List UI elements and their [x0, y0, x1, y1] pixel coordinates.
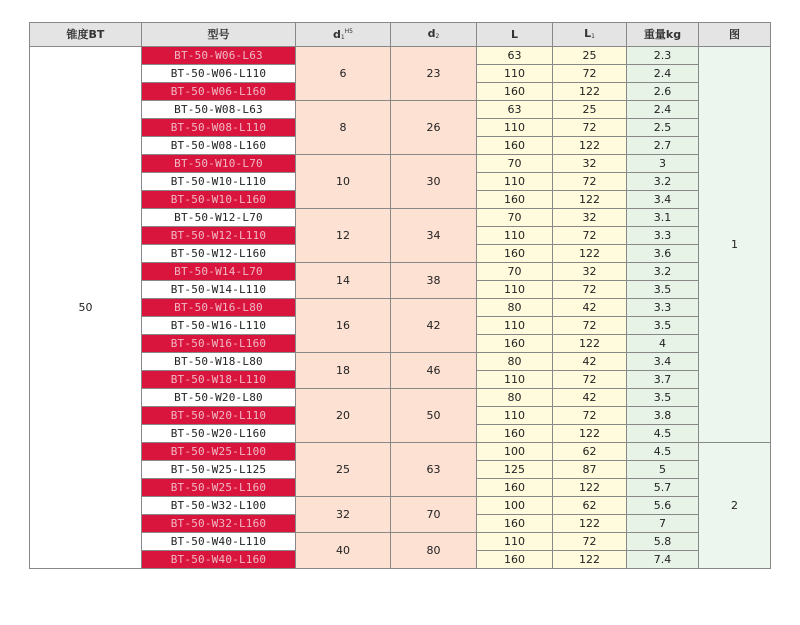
l-cell: 80	[477, 353, 553, 371]
model-cell: BT-50-W25-L160	[142, 479, 296, 497]
l1-cell: 72	[553, 173, 627, 191]
l-cell: 160	[477, 551, 553, 569]
header-taper	[30, 23, 142, 47]
weight-cell: 7.4	[627, 551, 699, 569]
l-cell: 70	[477, 209, 553, 227]
weight-cell: 3.6	[627, 245, 699, 263]
header-model-label: 型号	[207, 28, 230, 41]
l1-cell: 42	[553, 389, 627, 407]
l-cell: 70	[477, 263, 553, 281]
weight-cell: 3.2	[627, 173, 699, 191]
weight-cell: 2.5	[627, 119, 699, 137]
weight-cell: 2.6	[627, 83, 699, 101]
l-cell: 160	[477, 425, 553, 443]
header-weight-label: 重量kg	[643, 28, 682, 41]
l-cell: 80	[477, 299, 553, 317]
model-cell: BT-50-W18-L80	[142, 353, 296, 371]
header-d2	[391, 23, 477, 47]
d1-cell: 32	[296, 497, 391, 533]
l-cell: 110	[477, 281, 553, 299]
model-cell: BT-50-W32-L160	[142, 515, 296, 533]
l1-cell: 122	[553, 83, 627, 101]
weight-cell: 2.4	[627, 101, 699, 119]
l-cell: 110	[477, 227, 553, 245]
spec-table-container	[29, 22, 771, 569]
d2-cell: 63	[391, 443, 477, 497]
weight-cell: 3.4	[627, 353, 699, 371]
d2-cell: 38	[391, 263, 477, 299]
figure-cell: 1	[699, 47, 771, 443]
d2-cell: 42	[391, 299, 477, 353]
weight-cell: 3.3	[627, 299, 699, 317]
l-cell: 160	[477, 479, 553, 497]
d2-cell: 23	[391, 47, 477, 101]
weight-cell: 3.1	[627, 209, 699, 227]
d2-cell: 80	[391, 533, 477, 569]
l-cell: 160	[477, 245, 553, 263]
spec-table-body	[30, 47, 771, 569]
model-cell: BT-50-W12-L160	[142, 245, 296, 263]
l-cell: 160	[477, 83, 553, 101]
l1-cell: 32	[553, 263, 627, 281]
model-cell: BT-50-W06-L63	[142, 47, 296, 65]
l1-cell: 72	[553, 533, 627, 551]
l-cell: 100	[477, 497, 553, 515]
d1-cell: 10	[296, 155, 391, 209]
l1-cell: 122	[553, 479, 627, 497]
header-d1-sub: 1	[340, 34, 345, 41]
l1-cell: 72	[553, 317, 627, 335]
weight-cell: 2.3	[627, 47, 699, 65]
header-l1-sub: 1	[591, 32, 595, 40]
weight-cell: 3	[627, 155, 699, 173]
model-cell: BT-50-W32-L100	[142, 497, 296, 515]
l-cell: 110	[477, 533, 553, 551]
l-cell: 110	[477, 173, 553, 191]
d2-cell: 30	[391, 155, 477, 209]
d1-cell: 8	[296, 101, 391, 155]
weight-cell: 4	[627, 335, 699, 353]
header-figure	[699, 23, 771, 47]
model-cell: BT-50-W12-L110	[142, 227, 296, 245]
spec-table	[29, 22, 771, 569]
d1-cell: 14	[296, 263, 391, 299]
weight-cell: 3.5	[627, 389, 699, 407]
l1-cell: 25	[553, 101, 627, 119]
l1-cell: 72	[553, 227, 627, 245]
model-cell: BT-50-W10-L70	[142, 155, 296, 173]
header-weight	[627, 23, 699, 47]
model-cell: BT-50-W20-L110	[142, 407, 296, 425]
l-cell: 110	[477, 317, 553, 335]
d2-cell: 34	[391, 209, 477, 263]
l1-cell: 122	[553, 191, 627, 209]
header-d1-sup: H5	[344, 28, 354, 35]
model-cell: BT-50-W16-L160	[142, 335, 296, 353]
d1-cell: 12	[296, 209, 391, 263]
l1-cell: 72	[553, 119, 627, 137]
model-cell: BT-50-W06-L110	[142, 65, 296, 83]
header-model	[142, 23, 296, 47]
model-cell: BT-50-W12-L70	[142, 209, 296, 227]
model-cell: BT-50-W40-L110	[142, 533, 296, 551]
d1-cell: 6	[296, 47, 391, 101]
table-row	[30, 101, 771, 119]
weight-cell: 3.8	[627, 407, 699, 425]
l-cell: 63	[477, 101, 553, 119]
model-cell: BT-50-W16-L80	[142, 299, 296, 317]
l-cell: 160	[477, 137, 553, 155]
model-cell: BT-50-W18-L110	[142, 371, 296, 389]
header-row	[30, 23, 771, 47]
weight-cell: 3.5	[627, 281, 699, 299]
table-row	[30, 533, 771, 551]
weight-cell: 2.7	[627, 137, 699, 155]
table-row	[30, 443, 771, 461]
taper-cell: 50	[30, 47, 142, 569]
model-cell: BT-50-W08-L63	[142, 101, 296, 119]
header-l1-label: L	[584, 26, 592, 40]
l1-cell: 72	[553, 65, 627, 83]
table-row	[30, 497, 771, 515]
header-l	[477, 23, 553, 47]
d1-cell: 18	[296, 353, 391, 389]
d2-cell: 26	[391, 101, 477, 155]
header-d1	[296, 23, 391, 47]
l1-cell: 87	[553, 461, 627, 479]
model-cell: BT-50-W08-L110	[142, 119, 296, 137]
header-l-label: L	[510, 28, 518, 41]
model-cell: BT-50-W06-L160	[142, 83, 296, 101]
model-cell: BT-50-W14-L70	[142, 263, 296, 281]
header-d2-sub: 2	[435, 32, 440, 40]
header-d2-label: d	[427, 26, 436, 40]
weight-cell: 5	[627, 461, 699, 479]
l1-cell: 42	[553, 353, 627, 371]
l-cell: 110	[477, 119, 553, 137]
figure-cell: 2	[699, 443, 771, 569]
l-cell: 160	[477, 515, 553, 533]
model-cell: BT-50-W10-L160	[142, 191, 296, 209]
l-cell: 100	[477, 443, 553, 461]
l1-cell: 32	[553, 209, 627, 227]
l-cell: 110	[477, 407, 553, 425]
header-l1	[553, 23, 627, 47]
table-row	[30, 47, 771, 65]
l1-cell: 62	[553, 443, 627, 461]
l1-cell: 72	[553, 371, 627, 389]
header-taper-label: 锥度BT	[66, 28, 105, 41]
d1-cell: 40	[296, 533, 391, 569]
d2-cell: 70	[391, 497, 477, 533]
model-cell: BT-50-W40-L160	[142, 551, 296, 569]
model-cell: BT-50-W14-L110	[142, 281, 296, 299]
l1-cell: 72	[553, 281, 627, 299]
weight-cell: 3.4	[627, 191, 699, 209]
l1-cell: 122	[553, 425, 627, 443]
l-cell: 70	[477, 155, 553, 173]
l1-cell: 122	[553, 137, 627, 155]
model-cell: BT-50-W08-L160	[142, 137, 296, 155]
model-cell: BT-50-W16-L110	[142, 317, 296, 335]
l-cell: 110	[477, 65, 553, 83]
weight-cell: 5.6	[627, 497, 699, 515]
l1-cell: 25	[553, 47, 627, 65]
weight-cell: 3.7	[627, 371, 699, 389]
weight-cell: 5.7	[627, 479, 699, 497]
weight-cell: 5.8	[627, 533, 699, 551]
l1-cell: 32	[553, 155, 627, 173]
weight-cell: 4.5	[627, 425, 699, 443]
table-row	[30, 299, 771, 317]
weight-cell: 3.3	[627, 227, 699, 245]
l1-cell: 122	[553, 515, 627, 533]
header-d1-label: d	[332, 28, 341, 41]
l-cell: 80	[477, 389, 553, 407]
table-row	[30, 389, 771, 407]
model-cell: BT-50-W25-L100	[142, 443, 296, 461]
l1-cell: 72	[553, 407, 627, 425]
d1-cell: 25	[296, 443, 391, 497]
model-cell: BT-50-W20-L160	[142, 425, 296, 443]
l-cell: 160	[477, 191, 553, 209]
weight-cell: 4.5	[627, 443, 699, 461]
header-figure-label: 图	[729, 28, 740, 41]
d2-cell: 50	[391, 389, 477, 443]
d2-cell: 46	[391, 353, 477, 389]
table-row	[30, 155, 771, 173]
weight-cell: 3.2	[627, 263, 699, 281]
l1-cell: 62	[553, 497, 627, 515]
l1-cell: 122	[553, 551, 627, 569]
weight-cell: 2.4	[627, 65, 699, 83]
l-cell: 110	[477, 371, 553, 389]
model-cell: BT-50-W25-L125	[142, 461, 296, 479]
d1-cell: 16	[296, 299, 391, 353]
model-cell: BT-50-W10-L110	[142, 173, 296, 191]
table-row	[30, 263, 771, 281]
table-row	[30, 353, 771, 371]
l1-cell: 122	[553, 335, 627, 353]
table-row	[30, 209, 771, 227]
weight-cell: 7	[627, 515, 699, 533]
l-cell: 160	[477, 335, 553, 353]
l-cell: 125	[477, 461, 553, 479]
l-cell: 63	[477, 47, 553, 65]
model-cell: BT-50-W20-L80	[142, 389, 296, 407]
l1-cell: 42	[553, 299, 627, 317]
d1-cell: 20	[296, 389, 391, 443]
l1-cell: 122	[553, 245, 627, 263]
weight-cell: 3.5	[627, 317, 699, 335]
